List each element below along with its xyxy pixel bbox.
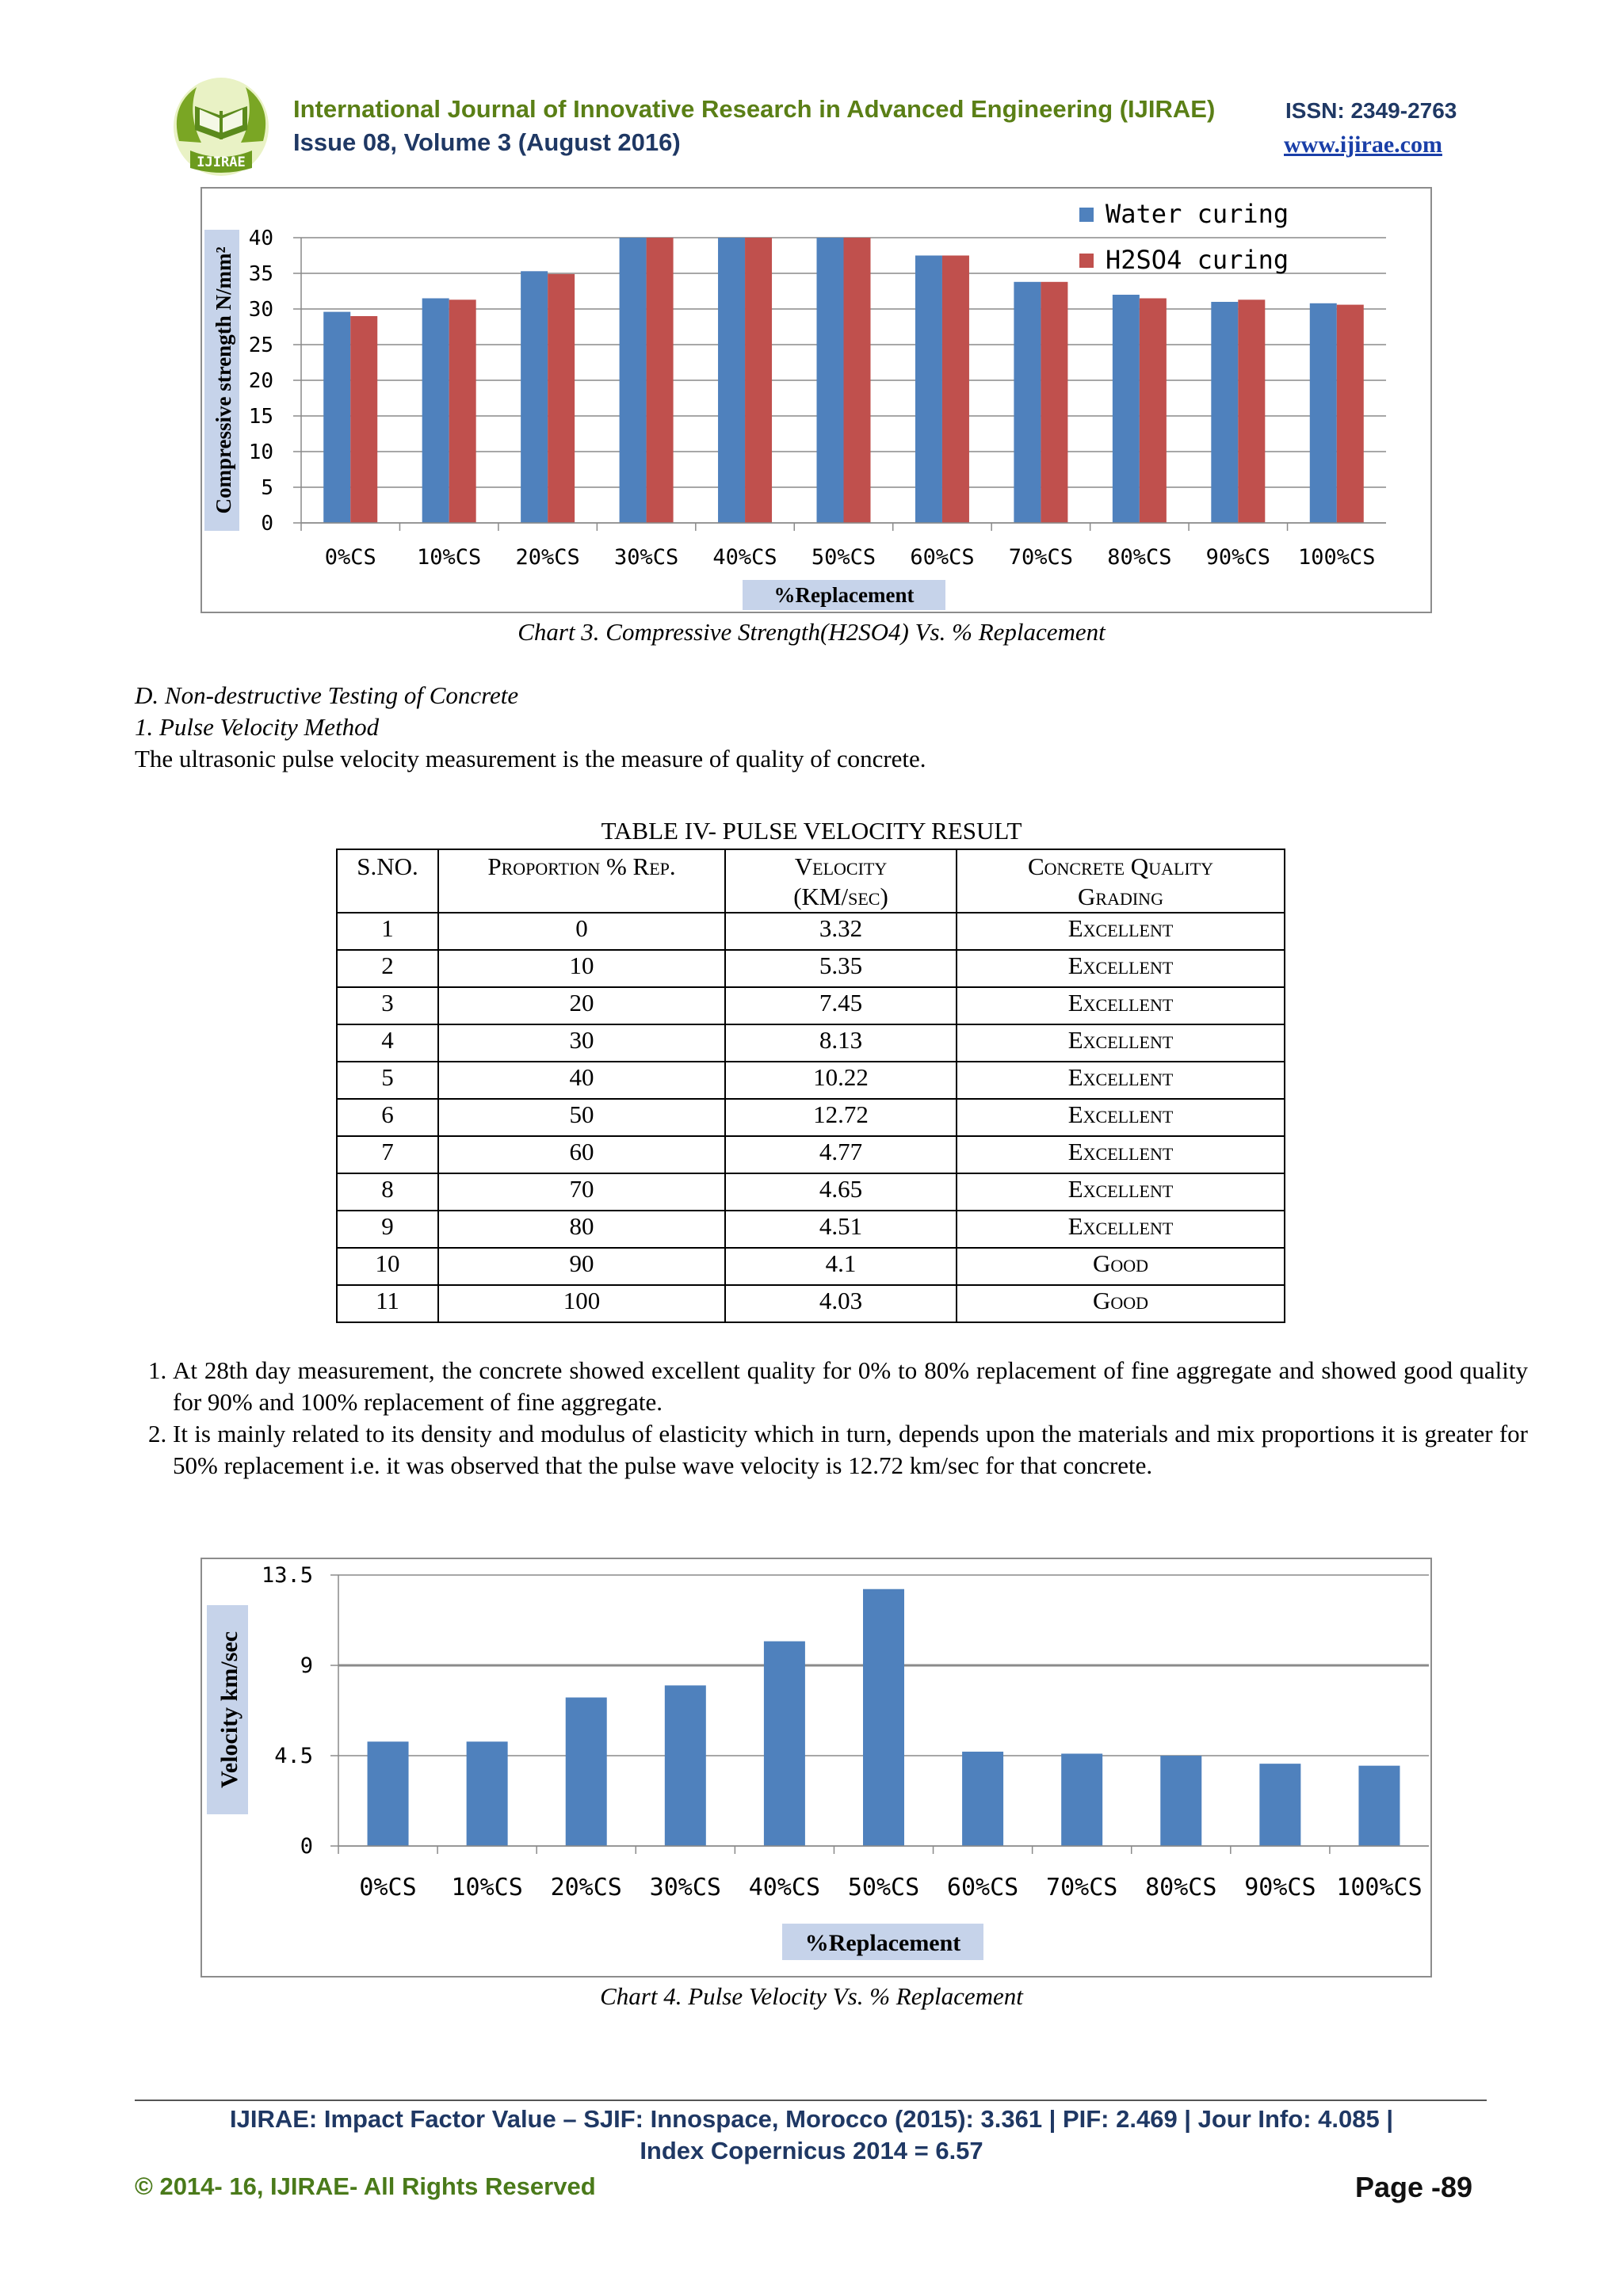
- bar-water-curing: [620, 238, 647, 523]
- header-velocity-line2: (KM/sec): [793, 883, 888, 910]
- bar-velocity: [665, 1685, 706, 1846]
- table-row: [337, 1211, 1285, 1248]
- cell-quality: Excellent: [957, 950, 1285, 987]
- bar-water-curing: [915, 256, 942, 524]
- cell-quality: Excellent: [957, 987, 1285, 1024]
- subsection-heading-1: 1. Pulse Velocity Method: [135, 713, 380, 741]
- footer-divider: [135, 2100, 1487, 2101]
- cell-sno: 8: [337, 1173, 438, 1211]
- cell-quality: Excellent: [957, 1136, 1285, 1173]
- x-tick-label: 40%CS: [712, 545, 777, 570]
- table-title: TABLE IV- PULSE VELOCITY RESULT: [601, 817, 1022, 845]
- bar-velocity: [1358, 1766, 1400, 1846]
- cell-velocity: 3.32: [725, 913, 957, 950]
- cell-velocity: 7.45: [725, 987, 957, 1024]
- cell-sno: 10: [337, 1248, 438, 1285]
- x-tick-label: 10%CS: [417, 545, 482, 570]
- bar-h2so4-curing: [350, 316, 377, 523]
- chart3-compressive-strength: [202, 189, 1430, 612]
- bar-velocity: [566, 1698, 607, 1846]
- y-axis-label: Compressive strength N/mm²: [212, 246, 235, 514]
- table-header-row: [337, 849, 1285, 913]
- bar-water-curing: [1211, 302, 1238, 523]
- header-velocity: [725, 849, 957, 913]
- x-tick-label: 50%CS: [811, 545, 876, 570]
- x-tick-label: 30%CS: [613, 545, 679, 570]
- bar-velocity: [962, 1752, 1003, 1846]
- x-tick-label: 70%CS: [1046, 1874, 1118, 1901]
- cell-proportion: 40: [438, 1062, 725, 1099]
- bar-h2so4-curing: [1337, 305, 1364, 523]
- y-tick-label: 0: [300, 1834, 313, 1859]
- y-tick-label: 35: [248, 262, 273, 286]
- y-axis-label: Velocity km/sec: [216, 1630, 242, 1789]
- x-tick-label: 70%CS: [1008, 545, 1074, 570]
- x-tick-label: 20%CS: [550, 1874, 622, 1901]
- bar-h2so4-curing: [745, 238, 772, 523]
- y-tick-label: 0: [261, 512, 273, 536]
- cell-sno: 4: [337, 1024, 438, 1062]
- x-tick-label: 10%CS: [451, 1874, 523, 1901]
- cell-proportion: 30: [438, 1024, 725, 1062]
- header-quality-line2: Grading: [1078, 883, 1163, 910]
- x-tick-label: 50%CS: [847, 1874, 920, 1901]
- y-tick-label: 40: [248, 227, 273, 250]
- footer-index-copernicus: Index Copernicus 2014 = 6.57: [640, 2137, 983, 2164]
- cell-proportion: 60: [438, 1136, 725, 1173]
- note-item: 2. It is mainly related to its density and modulus of elasticity which in turn, depends upon the materials and mix proportions it is greater for 50% replacement i.e. it was observed that the pulse wave velocity is 12.72 km/sec for that concrete.: [173, 1418, 1528, 1482]
- bar-velocity: [467, 1741, 508, 1846]
- cell-proportion: 100: [438, 1285, 725, 1322]
- cell-sno: 6: [337, 1099, 438, 1136]
- bar-h2so4-curing: [1041, 282, 1067, 523]
- pulse-velocity-table: [336, 849, 1285, 1323]
- journal-logo: [163, 74, 279, 184]
- cell-velocity: 12.72: [725, 1099, 957, 1136]
- bar-h2so4-curing: [647, 238, 674, 523]
- bar-h2so4-curing: [1238, 299, 1265, 523]
- x-tick-label: 40%CS: [748, 1874, 821, 1901]
- cell-velocity: 10.22: [725, 1062, 957, 1099]
- x-tick-label: 0%CS: [359, 1874, 417, 1901]
- y-tick-label: 13.5: [261, 1563, 313, 1588]
- y-tick-label: 9: [300, 1653, 313, 1678]
- cell-velocity: 5.35: [725, 950, 957, 987]
- bar-velocity: [368, 1741, 409, 1846]
- issn: ISSN: 2349-2763: [1285, 98, 1457, 123]
- y-tick-label: 4.5: [274, 1744, 313, 1768]
- journal-url[interactable]: www.ijirae.com: [1284, 132, 1442, 158]
- cell-velocity: 4.51: [725, 1211, 957, 1248]
- cell-velocity: 8.13: [725, 1024, 957, 1062]
- footer-impact-factor: IJIRAE: Impact Factor Value – SJIF: Innospace, Morocco (2015): 3.361 | PIF: 2.469 | Jour Info: 4.085 |: [230, 2105, 1393, 2133]
- cell-proportion: 80: [438, 1211, 725, 1248]
- cell-sno: 9: [337, 1211, 438, 1248]
- cell-proportion: 50: [438, 1099, 725, 1136]
- note-item: 1. At 28th day measurement, the concrete showed excellent quality for 0% to 80% replacement of fine aggregate and showed good quality for 90% and 100% replacement of fine aggregate.: [173, 1355, 1528, 1418]
- bar-velocity: [1160, 1756, 1201, 1846]
- chart3-frame: [200, 187, 1432, 613]
- x-tick-label: 0%CS: [324, 545, 376, 570]
- journal-title: International Journal of Innovative Research in Advanced Engineering (IJIRAE): [293, 95, 1216, 123]
- header-proportion: Proportion % Rep.: [438, 849, 725, 913]
- cell-quality: Excellent: [957, 1173, 1285, 1211]
- bar-velocity: [1061, 1753, 1102, 1846]
- y-tick-label: 10: [248, 441, 273, 464]
- cell-sno: 5: [337, 1062, 438, 1099]
- cell-velocity: 4.77: [725, 1136, 957, 1173]
- table-row: [337, 1173, 1285, 1211]
- legend-swatch: [1079, 254, 1094, 268]
- cell-sno: 2: [337, 950, 438, 987]
- cell-proportion: 10: [438, 950, 725, 987]
- footer-copyright: © 2014- 16, IJIRAE- All Rights Reserved: [135, 2172, 596, 2200]
- x-tick-label: 100%CS: [1297, 545, 1376, 570]
- x-tick-label: 100%CS: [1336, 1874, 1423, 1901]
- table-row: [337, 950, 1285, 987]
- cell-velocity: 4.1: [725, 1248, 957, 1285]
- section-heading-d: D. Non-destructive Testing of Concrete: [135, 681, 519, 709]
- bar-water-curing: [1310, 303, 1337, 523]
- bar-h2so4-curing: [942, 256, 969, 524]
- x-tick-label: 80%CS: [1145, 1874, 1217, 1901]
- bar-velocity: [1259, 1764, 1300, 1846]
- issue-info: Issue 08, Volume 3 (August 2016): [293, 128, 681, 156]
- x-tick-label: 90%CS: [1244, 1874, 1316, 1901]
- cell-sno: 3: [337, 987, 438, 1024]
- bar-water-curing: [817, 238, 844, 523]
- logo-text: IJIRAE: [197, 154, 246, 170]
- bar-water-curing: [323, 312, 350, 523]
- table-row: [337, 913, 1285, 950]
- bar-velocity: [764, 1642, 805, 1846]
- bar-h2so4-curing: [548, 274, 575, 523]
- bar-velocity: [863, 1589, 904, 1846]
- cell-velocity: 4.03: [725, 1285, 957, 1322]
- legend-swatch: [1079, 208, 1094, 222]
- cell-quality: Excellent: [957, 1024, 1285, 1062]
- cell-quality: Good: [957, 1248, 1285, 1285]
- bar-h2so4-curing: [1140, 299, 1167, 524]
- table-row: [337, 1099, 1285, 1136]
- cell-quality: Excellent: [957, 1062, 1285, 1099]
- x-tick-label: 30%CS: [649, 1874, 721, 1901]
- bar-water-curing: [521, 271, 548, 523]
- y-tick-label: 30: [248, 298, 273, 322]
- intro-paragraph: The ultrasonic pulse velocity measurement is the measure of quality of concrete.: [135, 745, 926, 772]
- y-tick-label: 25: [248, 334, 273, 357]
- bar-water-curing: [422, 299, 449, 524]
- chart4-caption: Chart 4. Pulse Velocity Vs. % Replacement: [600, 1982, 1023, 2010]
- x-axis-label: %Replacement: [773, 583, 915, 607]
- cell-sno: 11: [337, 1285, 438, 1322]
- x-tick-label: 60%CS: [946, 1874, 1019, 1901]
- header-quality-line1: Concrete Quality: [1027, 852, 1214, 880]
- x-tick-label: 90%CS: [1205, 545, 1270, 570]
- table-row: [337, 1136, 1285, 1173]
- cell-quality: Excellent: [957, 1099, 1285, 1136]
- chart4-frame: [200, 1558, 1432, 1978]
- cell-proportion: 0: [438, 913, 725, 950]
- table-row: [337, 1024, 1285, 1062]
- legend-label: Water curing: [1106, 199, 1289, 229]
- bar-h2so4-curing: [844, 238, 871, 523]
- bar-water-curing: [718, 238, 745, 523]
- x-tick-label: 60%CS: [910, 545, 975, 570]
- cell-sno: 1: [337, 913, 438, 950]
- table-row: [337, 1248, 1285, 1285]
- table-row: [337, 1062, 1285, 1099]
- cell-quality: Good: [957, 1285, 1285, 1322]
- y-tick-label: 15: [248, 405, 273, 429]
- cell-proportion: 90: [438, 1248, 725, 1285]
- cell-proportion: 70: [438, 1173, 725, 1211]
- header-velocity-line1: Velocity: [794, 852, 888, 880]
- cell-quality: Excellent: [957, 913, 1285, 950]
- legend-label: H2SO4 curing: [1106, 245, 1289, 275]
- bar-water-curing: [1113, 295, 1140, 523]
- x-tick-label: 20%CS: [515, 545, 580, 570]
- cell-velocity: 4.65: [725, 1173, 957, 1211]
- header-sno: S.NO.: [337, 849, 438, 913]
- x-axis-label: %Replacement: [804, 1930, 961, 1956]
- results-notes: [135, 1355, 1528, 1482]
- page-number: Page -89: [1355, 2171, 1473, 2203]
- header-quality: [957, 849, 1285, 913]
- cell-sno: 7: [337, 1136, 438, 1173]
- cell-quality: Excellent: [957, 1211, 1285, 1248]
- chart3-caption: Chart 3. Compressive Strength(H2SO4) Vs. % Replacement: [517, 618, 1106, 646]
- y-tick-label: 5: [261, 476, 273, 500]
- bar-h2so4-curing: [449, 299, 476, 523]
- bar-water-curing: [1014, 282, 1041, 523]
- x-tick-label: 80%CS: [1107, 545, 1172, 570]
- table-row: [337, 987, 1285, 1024]
- table-row: [337, 1285, 1285, 1322]
- chart4-pulse-velocity: [202, 1559, 1430, 1976]
- y-tick-label: 20: [248, 369, 273, 393]
- cell-proportion: 20: [438, 987, 725, 1024]
